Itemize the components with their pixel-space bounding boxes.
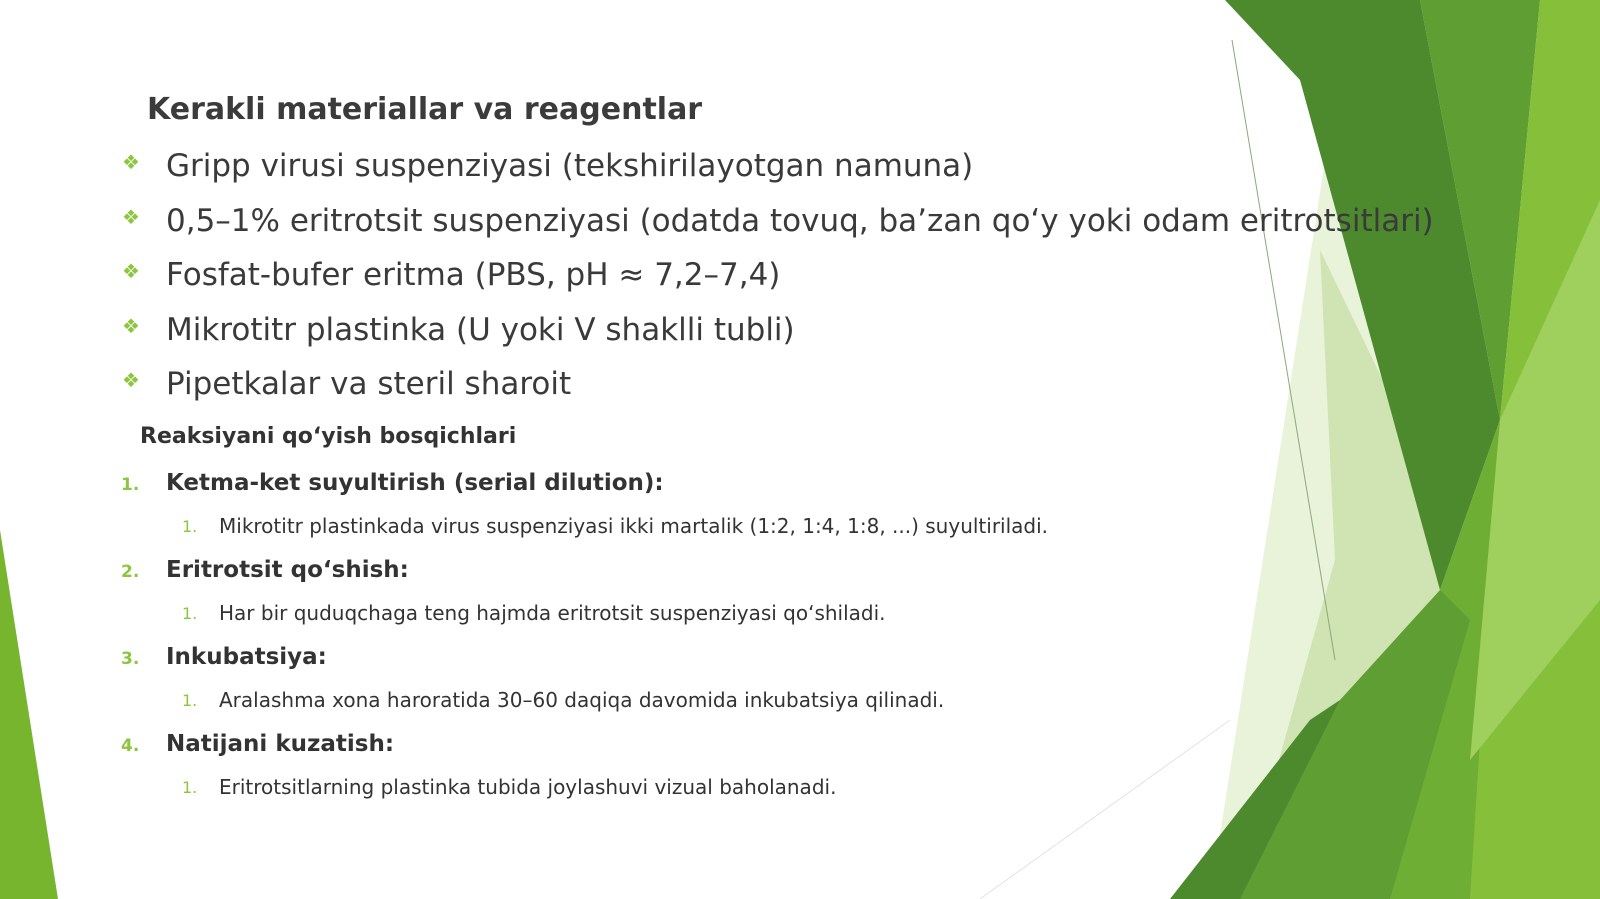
- step-heading: Ketma-ket suyultirish (serial dilution):: [166, 470, 664, 496]
- step-heading: Inkubatsiya:: [166, 644, 327, 670]
- sub-step-number: 1.: [182, 778, 198, 797]
- step-number: 4.: [121, 736, 140, 756]
- diamond-bullet-icon: ❖: [122, 314, 140, 338]
- diamond-bullet-icon: ❖: [122, 150, 140, 174]
- list-item-text: Pipetkalar va steril sharoit: [166, 366, 572, 402]
- diamond-bullet-icon: ❖: [122, 259, 140, 283]
- sub-step-text: Har bir quduqchaga teng hajmda eritrotsit suspenziyasi qo‘shiladi.: [219, 601, 886, 625]
- step-heading: Natijani kuzatish:: [166, 731, 395, 757]
- diamond-bullet-icon: ❖: [122, 368, 140, 392]
- step-number: 2.: [121, 562, 140, 582]
- sub-step-text: Mikrotitr plastinkada virus suspenziyasi ikki martalik (1:2, 1:4, 1:8, ...) suyultiriladi.: [219, 514, 1049, 538]
- list-item-text: Gripp virusi suspenziyasi (tekshirilayotgan namuna): [166, 148, 974, 184]
- sub-step-number: 1.: [182, 691, 198, 710]
- step-number: 3.: [121, 649, 140, 669]
- sub-step-number: 1.: [182, 517, 198, 536]
- list-item-text: Mikrotitr plastinka (U yoki V shaklli tubli): [166, 312, 795, 348]
- diamond-bullet-icon: ❖: [122, 205, 140, 229]
- list-item-text: Fosfat-bufer eritma (PBS, pH ≈ 7,2–7,4): [166, 257, 781, 293]
- section-title: Reaksiyani qo‘yish bosqichlari: [140, 424, 517, 449]
- sub-step-text: Aralashma xona haroratida 30–60 daqiqa davomida inkubatsiya qilinadi.: [219, 688, 945, 712]
- step-heading: Eritrotsit qo‘shish:: [166, 557, 409, 583]
- step-number: 1.: [121, 475, 140, 495]
- slide-title: Kerakli materiallar va reagentlar: [147, 92, 703, 127]
- sub-step-text: Eritrotsitlarning plastinka tubida joylashuvi vizual baholanadi.: [219, 775, 837, 799]
- list-item-text: 0,5–1% eritrotsit suspenziyasi (odatda tovuq, ba’zan qo‘y yoki odam eritrotsitlari): [166, 203, 1434, 239]
- sub-step-number: 1.: [182, 604, 198, 623]
